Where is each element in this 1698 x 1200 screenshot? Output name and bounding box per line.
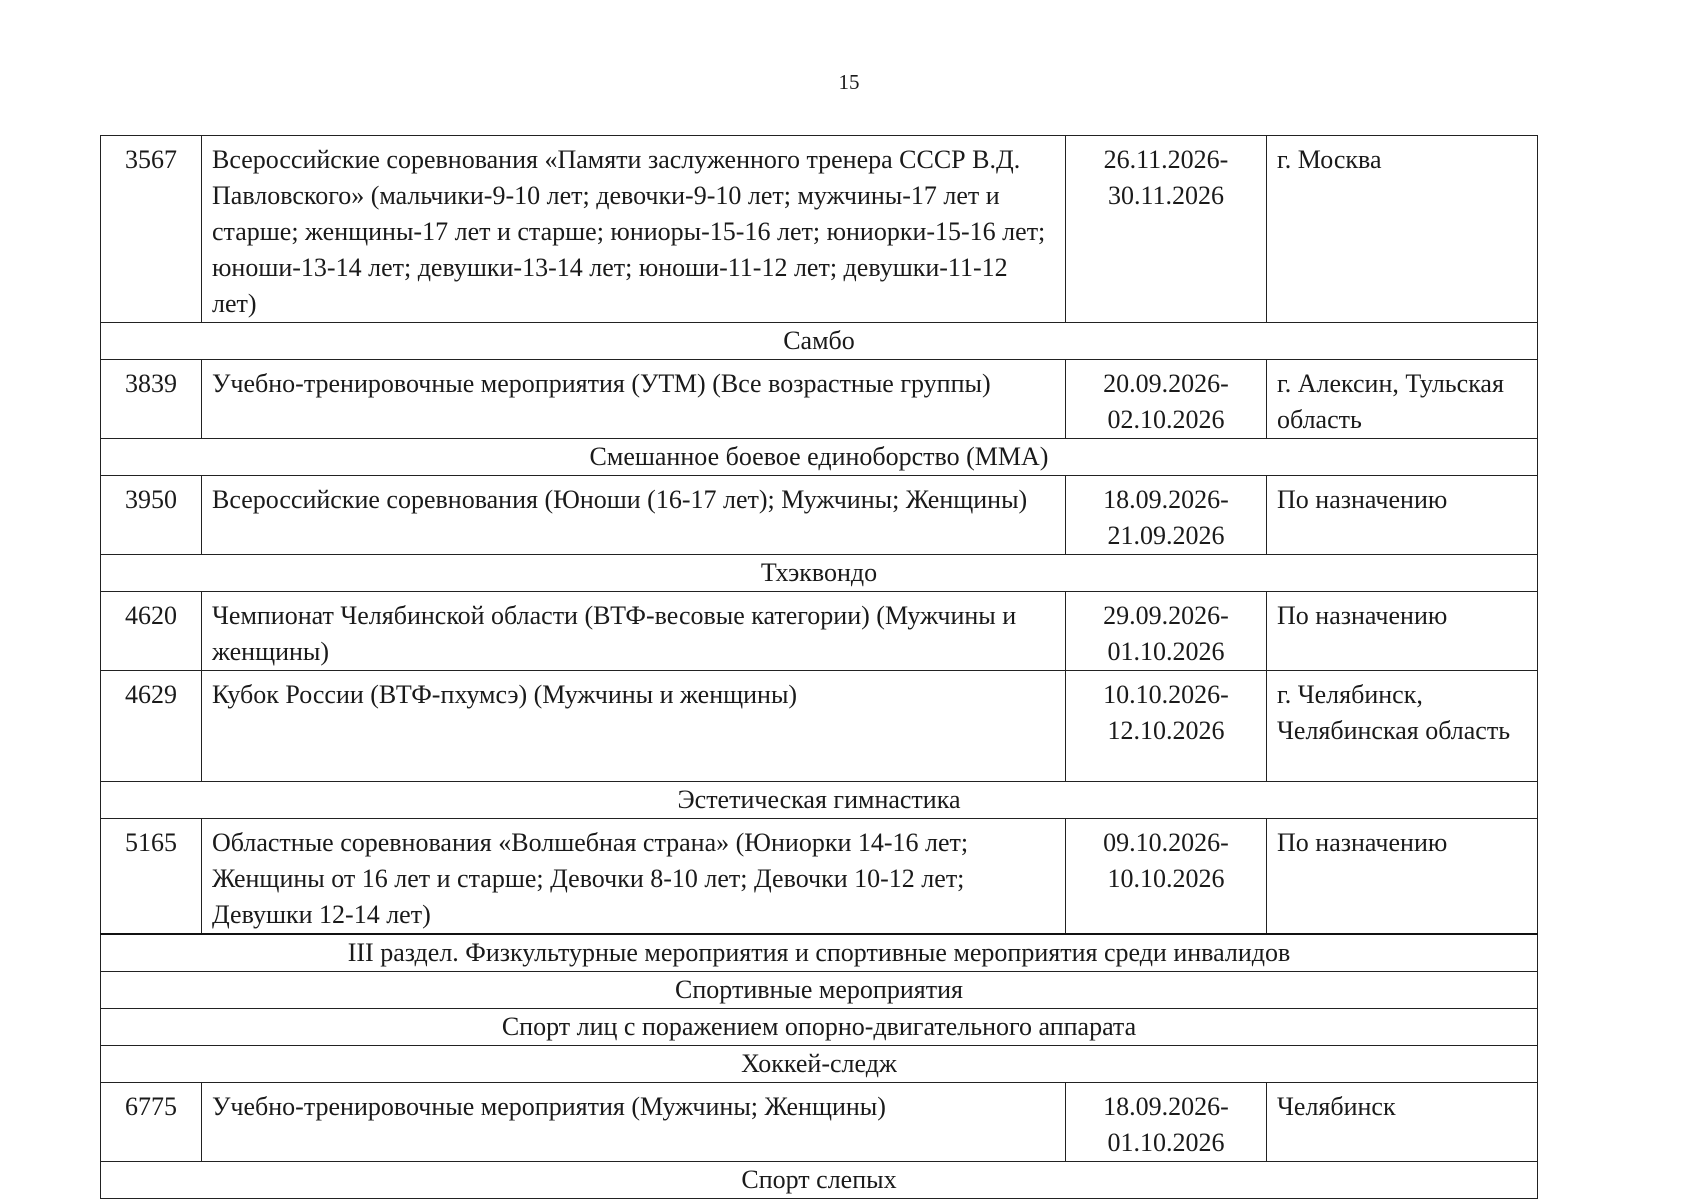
event-dates: [1066, 136, 1267, 323]
section-row: [101, 439, 1538, 476]
date-end: 01.10.2026: [1107, 1128, 1225, 1157]
event-number: 5165: [101, 819, 202, 935]
event-number: 6775: [101, 1083, 202, 1162]
section-title: Эстетическая гимнастика: [101, 782, 1538, 819]
event-name: Учебно-тренировочные мероприятия (УТМ) (Все возрастные группы): [202, 360, 1066, 439]
date-start: 09.10.2026-: [1103, 828, 1229, 857]
event-place: По назначению: [1267, 819, 1538, 935]
event-name: Чемпионат Челябинской области (ВТФ-весовые категории) (Мужчины и женщины): [202, 592, 1066, 671]
event-place: г. Москва: [1267, 136, 1538, 323]
date-end: 12.10.2026: [1107, 716, 1225, 745]
date-end: 21.09.2026: [1107, 521, 1225, 550]
event-dates: [1066, 671, 1267, 782]
date-start: 26.11.2026-: [1103, 145, 1229, 174]
event-name: Всероссийские соревнования «Памяти заслуженного тренера СССР В.Д. Павловского» (мальчики-9-10 лет; девочки-9-10 лет; мужчины-17 лет и старше; женщины-17 лет и старше; юниоры-15-16 лет; юниорки-15-16 лет; юноши-13-14 лет; девушки-13-14 лет; юноши-11-12 лет; девушки-11-12 лет): [202, 136, 1066, 323]
table-row: [101, 592, 1538, 671]
event-number: 3839: [101, 360, 202, 439]
event-dates: [1066, 1083, 1267, 1162]
event-place: г. Алексин, Тульская область: [1267, 360, 1538, 439]
section-title: Спорт слепых: [101, 1162, 1538, 1199]
event-place: По назначению: [1267, 476, 1538, 555]
event-dates: [1066, 592, 1267, 671]
table-row: [101, 1083, 1538, 1162]
section-row: [101, 782, 1538, 819]
event-number: 3567: [101, 136, 202, 323]
table-row: [101, 360, 1538, 439]
section-row: [101, 1009, 1538, 1046]
section-title: Тхэквондо: [101, 555, 1538, 592]
date-end: 01.10.2026: [1107, 637, 1225, 666]
date-start: 18.09.2026-: [1103, 485, 1229, 514]
date-start: 29.09.2026-: [1103, 601, 1229, 630]
section-title: Смешанное боевое единоборство (ММА): [101, 439, 1538, 476]
events-table: [100, 135, 1538, 1199]
date-start: 10.10.2026-: [1103, 680, 1229, 709]
event-number: 4620: [101, 592, 202, 671]
event-name: Кубок России (ВТФ-пхумсэ) (Мужчины и женщины): [202, 671, 1066, 782]
event-number: 4629: [101, 671, 202, 782]
table-row: [101, 671, 1538, 782]
event-name: Всероссийские соревнования (Юноши (16-17 лет); Мужчины; Женщины): [202, 476, 1066, 555]
section-title: Спортивные мероприятия: [101, 972, 1538, 1009]
event-name: Областные соревнования «Волшебная страна» (Юниорки 14-16 лет; Женщины от 16 лет и старше; Девочки 8-10 лет; Девочки 10-12 лет; Девушки 12-14 лет): [202, 819, 1066, 935]
event-dates: [1066, 476, 1267, 555]
table-row: [101, 819, 1538, 935]
table-row: [101, 136, 1538, 323]
event-dates: [1066, 819, 1267, 935]
table-row: [101, 476, 1538, 555]
section-title: Самбо: [101, 323, 1538, 360]
event-name: Учебно-тренировочные мероприятия (Мужчины; Женщины): [202, 1083, 1066, 1162]
date-start: 18.09.2026-: [1103, 1092, 1229, 1121]
event-number: 3950: [101, 476, 202, 555]
section-title: III раздел. Физкультурные мероприятия и спортивные мероприятия среди инвалидов: [101, 934, 1538, 972]
page-number: 15: [838, 70, 860, 94]
section-row: [101, 323, 1538, 360]
section-title: Спорт лиц с поражением опорно-двигательного аппарата: [101, 1009, 1538, 1046]
date-end: 30.11.2026: [1107, 181, 1225, 210]
section-row: [101, 1046, 1538, 1083]
date-end: 02.10.2026: [1107, 405, 1225, 434]
date-end: 10.10.2026: [1107, 864, 1225, 893]
event-place: По назначению: [1267, 592, 1538, 671]
event-place: Челябинск: [1267, 1083, 1538, 1162]
section-row: [101, 972, 1538, 1009]
event-place: г. Челябинск, Челябинская область: [1267, 671, 1538, 782]
section-row: [101, 1162, 1538, 1199]
event-dates: [1066, 360, 1267, 439]
section-row: [101, 934, 1538, 972]
section-title: Хоккей-следж: [101, 1046, 1538, 1083]
section-row: [101, 555, 1538, 592]
date-start: 20.09.2026-: [1103, 369, 1229, 398]
